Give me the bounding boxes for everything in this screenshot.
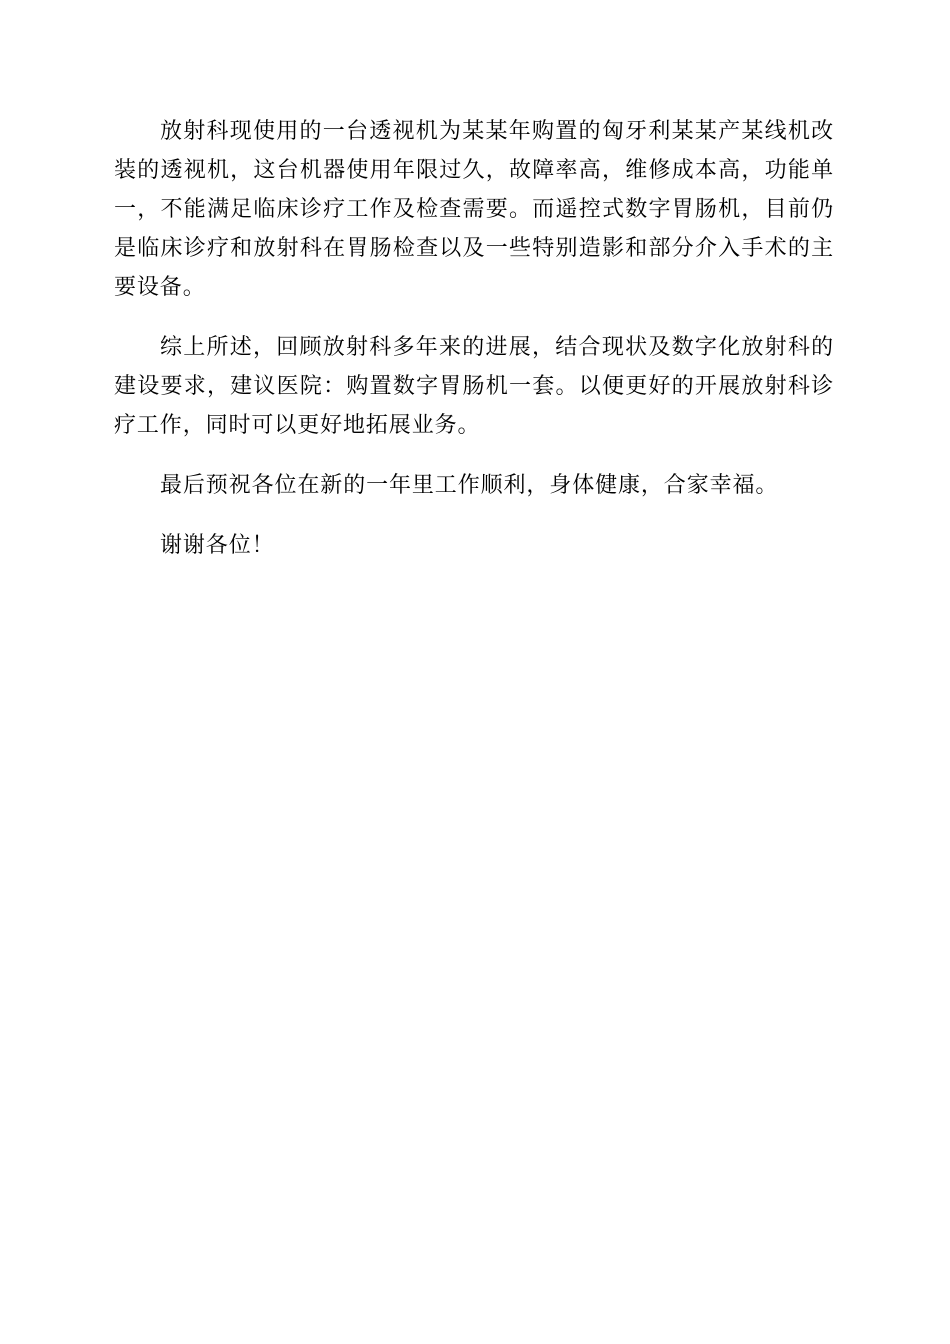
document-body <box>114 112 834 586</box>
paragraph-new-year-wishes: 最后预祝各位在新的一年里工作顺利，身体健康，合家幸福。 <box>160 473 779 498</box>
paragraph-summary-recommendation: 综上所述，回顾放射科多年来的进展，结合现状及数字化放射科的建设要求，建议医院：购置数字胃肠机一套。以便更好的开展放射科诊疗工作，同时可以更好地拓展业务。 <box>114 335 834 438</box>
paragraph-equipment-status: 放射科现使用的一台透视机为某某年购置的匈牙利某某产某线机改装的透视机，这台机器使用年限过久，故障率高，维修成本高，功能单一，不能满足临床诊疗工作及检查需要。而遥控式数字胃肠机，目前仍是临床诊疗和放射科在胃肠检查以及一些特别造影和部分介入手术的主要设备。 <box>114 119 834 300</box>
paragraph-thanks: 谢谢各位！ <box>160 533 275 558</box>
